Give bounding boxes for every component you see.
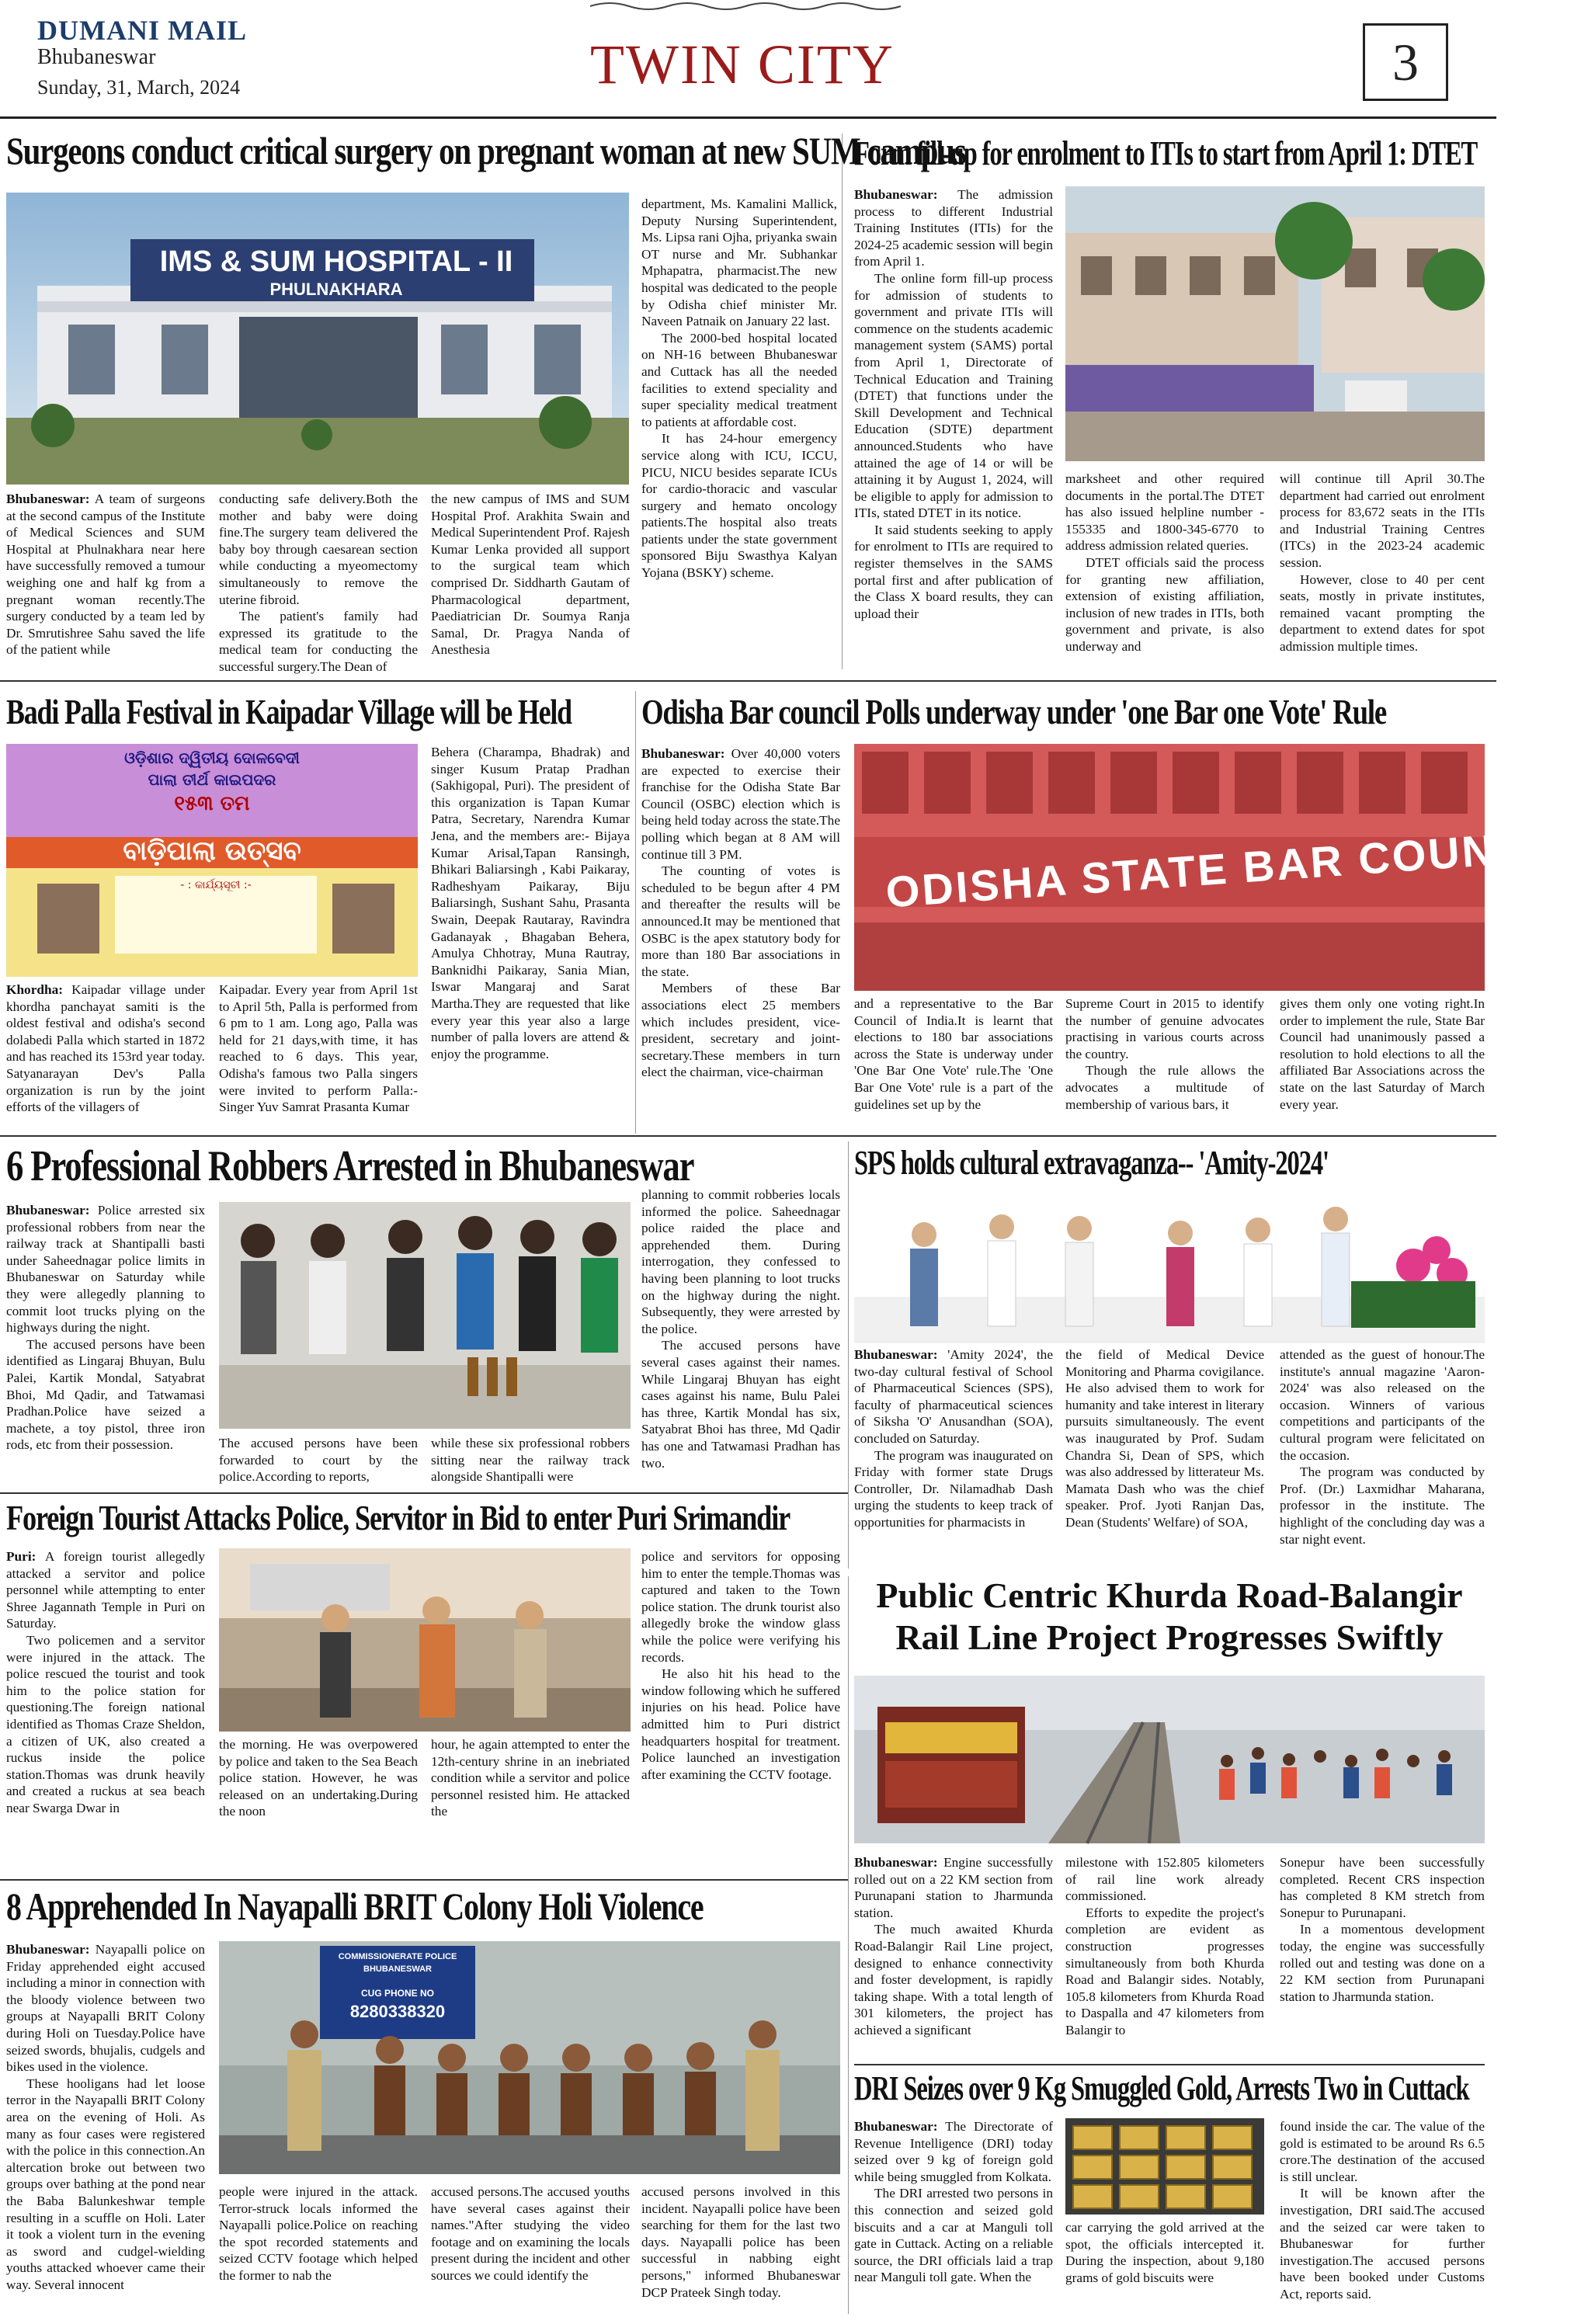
body-text: Nayapalli police on Friday apprehended eight accused including a minor in connection with the bloody violence between two groups at Nayapalli BRIT Colony during Holi on Tuesday.Police have seized swords, bhujalis, cudgels and bikes used in the violence. — [6, 1942, 205, 2075]
article-column — [219, 981, 418, 1129]
article-column — [1280, 2118, 1485, 2315]
body-text: DTET officials said the process for granting new affiliation, extension of existing affiliation, inclusion of new trades in ITIs, both government and private, is also underway and — [1065, 554, 1264, 654]
body-text: Efforts to expedite the project's completion are evident as construction progresses simultaneously from both Khurda Road and Balangir sides. Notably, 105.8 kilometers from Khurda Road to Daspalla and 47 kilometers from Balangir to — [1065, 1905, 1264, 2037]
article-column — [1280, 471, 1485, 671]
article-column — [6, 1202, 205, 1483]
body-text: A foreign tourist allegedly attacked a servitor and police personnel while attempting to enter Shree Jagannath Temple in Puri on Saturday. — [6, 1549, 205, 1631]
headline: Badi Palla Festival in Kaipadar Village will be Held — [6, 692, 572, 731]
body-text: conducting safe delivery.Both the mother and baby were doing fine.The surgery team delivered the baby boy through caesarean section while conducting a myeomectomy simultaneously to remove the uterine fibroid. — [219, 492, 418, 607]
article-column — [1280, 1346, 1485, 1567]
headline — [854, 1575, 1485, 1659]
article-column — [1280, 1854, 1485, 2061]
headline: 8 Apprehended In Nayapalli BRIT Colony Holi Violence — [6, 1885, 704, 1928]
dateline: Bhubaneswar: — [854, 1347, 938, 1362]
body-text: found inside the car. The value of the gold is estimated to be around Rs 6.5 crore.The destination of the accused is still unclear. — [1280, 2119, 1485, 2184]
body-text: The admission process to different Industrial Training Institutes (ITIs) for the 2024-25 academic session will begin from April 1. — [854, 187, 1053, 269]
body-text: planning to commit robberies locals informed the police. Saheednagar police raided the place and apprehended them. During interrogation, they confessed to having been planning to loot trucks on the highway during the night. Subsequently, they were arrested by the police. — [641, 1187, 840, 1336]
ornament-icon — [590, 0, 901, 12]
body-text: However, close to 40 per cent seats, mostly in private institutes, remained vacant prompting the department to extend dates for spot admission multiple times. — [1280, 571, 1485, 654]
body-text: He also hit his head to the window following which he suffered injuries on his head. Police have admitted him to Puri district headquarters hospital for treatment. Police launched an investigation after examining the CCTV footage. — [641, 1666, 840, 1782]
poster-line: ୧୫୩ ତମ — [174, 792, 250, 815]
body-text: Kaipadar. Every year from April 1st to April 5th, Palla is performed from 6 pm to 1 am. Long ago, Palla was held for 21 days,with time, it has reached to 6 days. This year, Odisha's famous two Palla singers were invited to perform Palla:- Singer Yuv Samrat Prasanta Kumar — [219, 982, 418, 1115]
bar-council-sign: ODISHA STATE BAR COUNCIL — [884, 819, 1574, 917]
article-column — [219, 1736, 418, 1873]
body-text: and a representative to the Bar Council of India.It is learnt that elections to 180 bar associations across the State is underway under 'One Bar One Vote' rule.The 'One Bar One Vote' rule is a part of the guidelines set up by the — [854, 996, 1053, 1112]
article-column — [219, 2183, 418, 2315]
body-text: the field of Medical Device Monitoring and Pharma covigilance. He also advised them to work for humanity and take interest in literary pursuits simultaneously. The event was inaugurated by Prof. Sudam Chandra Si, Dean of SPS, which was also addressed by litterateur Ms. Mamata Dash who was the chief speaker. Prof. Jyoti Ranjan Das, Dean (Students' Welfare) of SOA, — [1065, 1347, 1264, 1530]
section-rule — [854, 2064, 1485, 2065]
article-column — [641, 196, 837, 671]
body-text: while these six professional robbers sitting near the railway track alongside Shantipalli were — [431, 1436, 630, 1485]
body-text: Two policemen and a servitor were injured in the attack. The police rescued the tourist and took him to the police station for questioning.The foreign national identified as Thomas Craze Sheldon, a citizen of UK, also created a ruckus inside the police station.Thomas was drunk heavily and created a ruckus at sea beach near Swarga Dwar in — [6, 1632, 205, 1815]
body-text: The counting of votes is scheduled to be begun after 4 PM and thereafter the results will be announced.It may be mentioned that OSBC is the apex statutory body for more than 180 Bar associations in the state. — [641, 863, 840, 979]
poster-line: - : କାର୍ଯ୍ୟସୂଚୀ :- — [180, 879, 252, 891]
article-column — [6, 491, 205, 671]
body-text: Members of these Bar associations elect 25 members which includes president, vice-president, secretary and joint-secretary.These members in turn elect the chairman, vice-chairman — [641, 981, 840, 1080]
section-rule — [0, 1492, 848, 1494]
body-text: the morning. He was overpowered by police and taken to the Sea Beach police station. However, he was released on an undertaking.During the noon — [219, 1737, 418, 1819]
body-text: It has 24-hour emergency service along with ICU, ICCU, PICU, NICU besides separate ICUs for cardio-thoracic and vascular surgery and hemato oncology patients.The hospital also treats patients under the state government sponsored Biju Swasthya Kalyan Yojana (BSKY) scheme. — [641, 431, 837, 581]
amity-event-photo — [854, 1188, 1485, 1343]
dateline: Bhubaneswar: — [6, 1942, 90, 1957]
rail-engine-photo — [854, 1676, 1485, 1843]
article-column — [1065, 1854, 1264, 2061]
body-text: The program was inaugurated on Friday with former state Drugs Controller, Dr. Nilamadhab Dash urging the students to keep track of opportunities for pharmacists in — [854, 1447, 1053, 1530]
body-text: the new campus of IMS and SUM Hospital Prof. Arakhita Swain and Medical Superintendent Prof. Rajesh Kumar Lenka provided all support to the surgical team which comprised Dr. Siddharth Gautam of Pharmacological department, Paediatrician Dr. Soumya Ranja Samal, Dr. Pragya Nanda of Anesthesia — [431, 492, 630, 658]
article-column — [6, 1941, 205, 2314]
article-column — [431, 491, 630, 671]
body-text: department, Ms. Kamalini Mallick, Deputy Nursing Superintendent, Ms. Lipsa rani Ojha, priyanka swain OT nurse and Mr. Subhankar Mphapatra, pharmacist.The new hospital was dedicated to the people by Odisha chief minister Mr. Naveen Patnaik on January 22 last. — [641, 196, 837, 329]
article-column — [854, 186, 1053, 671]
column-divider — [842, 134, 843, 669]
page-number: 3 — [1363, 23, 1448, 101]
body-text: The Directorate of Revenue Intelligence (DRI) today seized over 9 kg of foreign gold while being smuggled from Kolkata. — [854, 2119, 1053, 2184]
iti-building-photo — [1065, 186, 1485, 461]
brand-city: Bhubaneswar — [37, 45, 156, 69]
dateline: Bhubaneswar: — [641, 746, 725, 761]
body-text: The much awaited Khurda Road-Balangir Rail Line project, designed to enhance connectivity and foster development, is rapidly taking shape. With a total length of 301 kilometers, the project has achieved a significant — [854, 1922, 1053, 2037]
article-column — [1065, 995, 1264, 1129]
body-text: The DRI arrested two persons in this connection and seized gold biscuits and a car at Manguli toll gate in Cuttack. Acting on a reliable source, the DRI officials laid a trap near Manguli toll gate. When the — [854, 2186, 1053, 2285]
body-text: Sonepur have been successfully completed. Recent CRS inspection has completed 8 KM stretch from Sonepur to Purunapani. — [1280, 1855, 1485, 1920]
body-text: attended as the guest of honour.The institute's annual magazine 'Aaron-2024' was also released on the occasion. Winners of various competitions and participants of the cultural program were felicitated on the occasion. — [1280, 1347, 1485, 1463]
article-column — [641, 2183, 840, 2315]
body-text: police and servitors for opposing him to enter the temple.Thomas was captured and taken to the Town police station. The drunk tourist also allegedly broke the window glass while the police were verifying his records. — [641, 1549, 840, 1665]
article-column — [854, 1854, 1053, 2061]
robbers-photo — [219, 1202, 631, 1429]
brand-name: DUMANI MAIL — [37, 15, 247, 46]
headline: Foreign Tourist Attacks Police, Servitor in Bid to enter Puri Srimandir — [6, 1498, 790, 1537]
issue-date: Sunday, 31, March, 2024 — [37, 76, 241, 99]
festival-poster — [6, 744, 418, 977]
body-text: The online form fill-up process for admission of students to government and private ITIs will commence on the students academic management system (SAMS) portal from April 1, Directorate of Technical Education and Training (DTET) that functions under the Skill Development and Technical Education (SDTE) department announced.Students who have attained the age of 14 or will be attaining it by August 1, 2024, will be eligible to apply for admission to ITIs, stated DTET in its notice. — [854, 270, 1053, 521]
article-column — [854, 995, 1053, 1129]
article-column — [219, 1435, 418, 1486]
body-text: In a momentous development today, the engine was successfully rolled out and testing was done on a 22 KM section from Purunapani station to Jharmunda station. — [1280, 1922, 1485, 2004]
article-column — [1065, 471, 1264, 671]
body-text: will continue till April 30.The department had carried out enrolment process for 83,672 seats in the ITIs and Industrial Training Centres (ITCs) in the 2023-24 academic session. — [1280, 471, 1485, 570]
body-text: These hooligans had let loose terror in the Nayapalli BRIT Colony area on the evening of Holi. As many as four cases were registered with the police in this connection.An altercation broke out between two groups over bathing at the pond near the Baba Balunkeshwar temple resulting in a scuffle on Holi. Later it took a violent turn in the evening as sword and cudgel-wielding youths attacked whoever came their way. Several innocent — [6, 2076, 205, 2292]
police-board-phone: 8280338320 — [349, 2002, 446, 2021]
dateline: Bhubaneswar: — [854, 187, 938, 202]
headline-line: Rail Line Project Progresses Swiftly — [895, 1617, 1444, 1657]
body-text: people were injured in the attack. Terror-struck locals informed the Nayapalli police.Police on reaching the spot recorded statements and seized CCTV footage which helped the former to nab the — [219, 2184, 418, 2283]
article-column — [641, 1186, 840, 1486]
headline: Form fill-up for enrolment to ITIs to start from April 1: DTET — [854, 134, 1478, 172]
article-column — [641, 745, 840, 1129]
police-board-line: BHUBANESWAR — [363, 1964, 432, 1974]
dateline: Khordha: — [6, 982, 63, 997]
tourist-arrest-photo — [219, 1548, 631, 1732]
column-divider — [635, 691, 636, 1134]
poster-title: ବାଡ଼ିପାଲା ଉତ୍ସବ — [123, 835, 301, 867]
article-column — [1065, 2219, 1264, 2315]
article-column — [6, 1548, 205, 1873]
article-column — [219, 491, 418, 674]
poster-line: ପାଲା ତୀର୍ଥ କାଇପଦର — [148, 770, 276, 789]
body-text: marksheet and other required documents in the portal.The DTET has also issued helpline number - 155335 and 1800-345-6770 to address admission related queries. — [1065, 471, 1264, 554]
headline: DRI Seizes over 9 Kg Smuggled Gold, Arrests Two in Cuttack — [854, 2069, 1469, 2107]
article-column — [431, 1435, 630, 1486]
article-column — [854, 2118, 1053, 2315]
body-text: Behera (Charampa, Bhadrak) and singer Kusum Pratap Pradhan (Sakhigopal, Puri). The president of this organization is Tapan Kumar Patra, Secretary, Narendra Kumar Jena, and the members are:- Bijaya Kumar Arisal,Tapan Ransingh, Bhikari Baliarsingh , Kabi Paikaray, Radheshyam Paikaray, Biju Baliarsingh, Sushant Sahu, Prasanta Swain, Deepak Rautaray, Ravindra Gadanayak , Bhagaban Behera, Amulya Chhotray, Muna Rautray, Banknidhi Paikaray, Sania Mian, Iswar Mangaraj and Sarat Martha.They are requested that like every year this year also a large number of palla lovers are attend & enjoy the programme. — [431, 745, 630, 1061]
section-rule — [0, 1135, 1496, 1137]
bar-council-photo — [854, 744, 1574, 991]
body-text: Though the rule allows the advocates a multitude of membership of various bars, it — [1065, 1063, 1264, 1112]
body-text: The accused persons have been forwarded to court by the police.According to reports, — [219, 1436, 418, 1485]
police-board-line: COMMISSIONERATE POLICE — [338, 1952, 457, 1961]
dateline: Bhubaneswar: — [854, 1855, 938, 1870]
police-board-line: CUG PHONE NO — [360, 1988, 434, 1999]
column-divider — [848, 1576, 849, 2314]
body-text: hour, he again attempted to enter the 12th-century shrine in an inebriated condition while a servitor and police personnel resisted him. He attacked the — [431, 1737, 630, 1819]
body-text: It said students seeking to apply for enrolment to ITIs are required to register themselves in the SAMS portal first and after publication of the Class X board results, they can upload their — [854, 522, 1053, 621]
hospital-photo — [6, 193, 629, 485]
article-column — [854, 1346, 1053, 1567]
body-text: car carrying the gold arrived at the spot, the officials intercepted it. During the inspection, about 9,180 grams of gold biscuits were — [1065, 2220, 1264, 2285]
masthead-rule — [0, 116, 1496, 119]
article-column — [431, 2183, 630, 2315]
section-rule — [0, 1879, 848, 1881]
hospital-sign-sub: PHULNAKHARA — [269, 280, 403, 299]
body-text: It will be known after the investigation, DRI said.The accused and the seized car were taken to Bhubaneswar for further investigation.The accused persons have been booked under Customs Act, reports said. — [1280, 2186, 1485, 2301]
body-text: The accused persons have several cases against their names. While Lingaraj Bhuyan has eight cases against his name, Bulu Palei has three, Kartik Mondal has six, Satyabrat Bhoi has three, Md Qadir has one and Tatwamasi Pradhan has two. — [641, 1338, 840, 1471]
article-column — [1280, 995, 1485, 1129]
article-column — [6, 981, 205, 1129]
body-text: The accused persons have been identified as Lingaraj Bhuyan, Bulu Palei, Kartik Mondal, Satyabrat Bhoi, Md Qadir, and Tatwamasi Pradhan.Police have seized a machete, a toy pistol, three iron rods, etc from their possession. — [6, 1336, 205, 1453]
body-text: accused persons.The accused youths have several cases against their names."After studying the video footage and on examining the locals present during the incident and other sources we could identify the — [431, 2184, 630, 2283]
hospital-sign: IMS & SUM HOSPITAL - II — [159, 245, 513, 278]
body-text: Kaipadar village under khordha panchayat samiti is the oldest festival and odisha's second dolabedi Palla which started in 1872 and has reached its 153rd year today. Satyanarayan Dev's Palla organization is run by the joint efforts of the villagers of — [6, 982, 205, 1115]
apprehended-group-photo — [219, 1941, 840, 2174]
body-text: accused persons involved in this incident. Nayapalli police have been searching for them for the last two days. Nayapalli police has been successful in nabbing eight persons," informed Bhubaneswar DCP Prateek Singh today. — [641, 2184, 840, 2300]
dateline: Puri: — [6, 1549, 36, 1564]
dateline: Bhubaneswar: — [6, 1203, 90, 1218]
dateline: Bhubaneswar: — [854, 2119, 938, 2134]
column-divider — [848, 1141, 849, 1568]
body-text: The 2000-bed hospital located on NH-16 between Bhubaneswar and Cuttack has all the needed facilities to extend speciality and super speciality medical treatment to patients at affordable cost. — [641, 330, 837, 429]
body-text: Over 40,000 voters are expected to exercise their franchise for the Odisha State Bar Council (OSBC) election which is being held today across the state.The polling which began at 8 AM will continue till 3 PM. — [641, 746, 840, 862]
section-rule — [0, 680, 1496, 682]
body-text: Supreme Court in 2015 to identify the number of genuine advocates practising in various courts across the country. — [1065, 996, 1264, 1061]
headline-line: Public Centric Khurda Road-Balangir — [876, 1575, 1463, 1615]
body-text: Police arrested six professional robbers from near the railway track at Shantipalli basti under Saheednagar police limits in Bhubaneswar on Saturday while they were allegedly planning to commit loot trucks plying on the highways during the night. — [6, 1203, 205, 1336]
headline: Surgeons conduct critical surgery on pregnant woman at new SUM campus — [6, 129, 966, 172]
article-column — [431, 1736, 630, 1873]
gold-biscuits-photo — [1065, 2118, 1264, 2215]
headline: SPS holds cultural extravaganza-- 'Amity-2024' — [854, 1144, 1329, 1182]
body-text: The program was conducted by Prof. (Dr.) Laxmidhar Maharana, professor in the institute. The highlight of the concluding day was a star night event. — [1280, 1464, 1485, 1547]
headline: 6 Professional Robbers Arrested in Bhubaneswar — [6, 1142, 694, 1190]
body-text: 'Amity 2024', the two-day cultural festival of School of Pharmaceutical Sciences (SPS), faculty of pharmaceutical sciences of Siksha 'O' Anusandhan (SOA), concluded on Saturday. — [854, 1347, 1053, 1446]
poster-line: ଓଡ଼ିଶାର ଦ୍ୱିତୀୟ ଦୋଳବେଦୀ — [124, 749, 300, 767]
article-column — [641, 1548, 840, 1873]
body-text: Engine successfully rolled out on a 22 KM section from Purunapani station to Jharmunda station. — [854, 1855, 1053, 1920]
article-column — [431, 744, 630, 1129]
section-title: TWIN CITY — [590, 33, 895, 96]
headline: Odisha Bar council Polls underway under 'one Bar one Vote' Rule — [641, 692, 1387, 731]
dateline: Bhubaneswar: — [6, 492, 90, 506]
body-text: The patient's family had expressed its gratitude to the medical team for conducting the successful surgery.The Dean of — [219, 609, 418, 674]
article-column — [1065, 1346, 1264, 1567]
body-text: gives them only one voting right.In order to implement the rule, State Bar Council had unanimously passed a resolution to hold elections to all the affiliated Bar Associations across the state on the last Saturday of March every year. — [1280, 996, 1485, 1112]
body-text: A team of surgeons at the second campus of the Institute of Medical Sciences and SUM Hospital at Phulnakhara near here have successfully removed a tumour weighing one and half kg from a pregnant woman recently.The surgery conducted by a team led by Dr. Smrutishree Sahu saved the life of the patient while — [6, 492, 205, 658]
body-text: milestone with 152.805 kilometers of rail line work already commissioned. — [1065, 1855, 1264, 1904]
